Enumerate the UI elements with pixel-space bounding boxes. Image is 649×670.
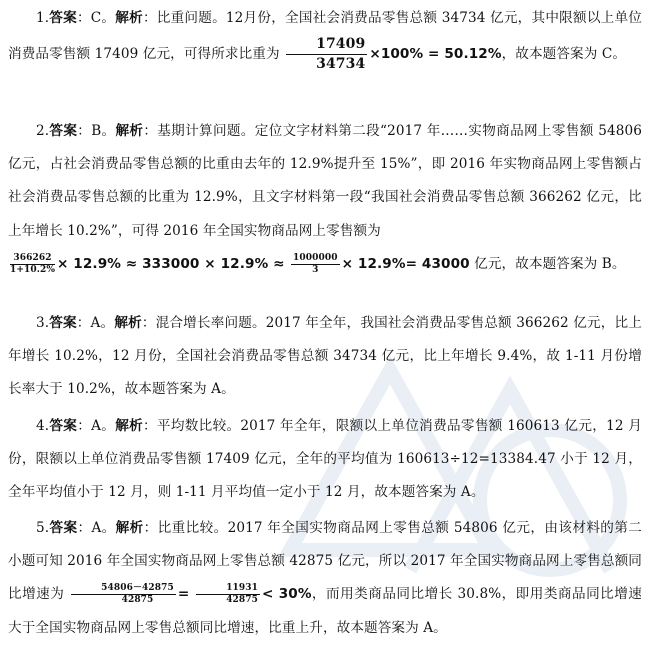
growth-fraction <box>71 583 176 606</box>
answer-paragraph <box>8 410 642 510</box>
ratio-fraction <box>286 35 367 74</box>
explanation-text: ：比重比较。2017 年全国实物商品网上零售总额 54806 亿元，由该材料的第二小题可知 2016 年全国实物商品网上零售总额 42875 亿元，所以 2017 年全国实物商品网上零售总额同比增速为 <box>8 520 642 603</box>
fraction-numerator: 1000000 <box>293 252 338 263</box>
item-number: 1. <box>36 10 50 26</box>
explanation-label: 解析 <box>115 418 144 434</box>
answer-item-4 <box>8 410 642 510</box>
explanation-label: 解析 <box>114 315 142 331</box>
math-expression: ×100% = 50.12% <box>369 46 502 63</box>
answer-item-5 <box>8 512 642 645</box>
math-expression: = <box>177 586 190 603</box>
approx-fraction <box>291 253 340 276</box>
explanation-text: ：比重问题。12月份，全国社会消费品零售总额 34734 亿元，其中限额以上单位消费品零售额 17409 亿元，可得所求比重为 <box>8 10 643 63</box>
explanation-text: ：基期计算问题。定位文字材料第二段“2017 年……实物商品网上零售额 54806 亿元，占社会消费品零售总额的比重由去年的 12.9%提升至 15%”，即 2016 年实物商品网上零售额占社会消费品零售总额的比重为 12.9%，且文字材料第一段“我国社会消费品零售总额 366262 亿元，比上年增长 10.2%”，可得 2016 年全国实物商品网上零售额为 <box>8 123 643 239</box>
fraction-numerator: 17409 <box>286 35 367 55</box>
answer-value: ：A。 <box>77 418 116 434</box>
answer-label: 答案 <box>49 10 77 26</box>
answer-value: ：A。 <box>77 520 116 536</box>
answer-paragraph <box>8 115 642 248</box>
answer-item-1 <box>8 2 642 74</box>
base-fraction <box>10 253 55 276</box>
formula-line <box>8 248 642 281</box>
fraction-denominator: 3 <box>312 264 319 275</box>
explanation-label: 解析 <box>115 10 143 26</box>
explanation-text: ：平均数比较。2017 年全年，限额以上单位消费品零售额 160613 亿元，12 月份，限额以上单位消费品零售额 17409 亿元，全年的平均值为 160613÷12=13384.47 小于 12 月，全年平均值小于 12 月，则 1-11 月平均值一定小于 12 月，故本题答案为 A。 <box>8 418 642 501</box>
answer-paragraph <box>8 307 642 407</box>
math-result: < 30% <box>262 586 312 603</box>
answer-value: ：C。 <box>76 10 116 26</box>
explanation-text-end: ，而用类商品同比增长 30.8%，即用类商品同比增速大于全国实物商品网上零售总额同比增速，比重上升，故本题答案为 A。 <box>8 586 643 636</box>
fraction-numerator: 11931 <box>196 583 260 595</box>
fraction-denominator: 42875 <box>121 595 154 606</box>
item-number: 2. <box>36 123 50 139</box>
fraction-numerator: 54806－42875 <box>71 583 176 595</box>
item-number: 4. <box>36 418 50 434</box>
explanation-text-end: ，故本题答案为 C。 <box>501 46 627 63</box>
answer-paragraph <box>8 512 642 645</box>
explanation-label: 解析 <box>115 520 144 536</box>
fraction-denominator: 1+10.2% <box>10 264 55 275</box>
answer-label: 答案 <box>49 418 78 434</box>
fraction-denominator: 34734 <box>316 56 366 73</box>
explanation-text-end: 亿元，故本题答案为 B。 <box>474 255 626 272</box>
math-result: × 12.9%= 43000 <box>341 255 470 272</box>
answer-label: 答案 <box>49 315 77 331</box>
item-number: 5. <box>36 520 50 536</box>
answer-item-3 <box>8 307 642 407</box>
item-number: 3. <box>36 315 50 331</box>
answer-label: 答案 <box>49 123 78 139</box>
result-fraction <box>196 583 260 606</box>
answer-item-2 <box>8 115 642 281</box>
answer-label: 答案 <box>49 520 78 536</box>
answer-paragraph <box>8 2 642 74</box>
explanation-label: 解析 <box>115 123 144 139</box>
fraction-denominator: 42875 <box>226 595 258 606</box>
answer-value: ：A。 <box>76 315 115 331</box>
fraction-numerator: 366262 <box>10 253 55 265</box>
math-expression: × 12.9% ≈ 333000 × 12.9% ≈ <box>56 255 285 272</box>
explanation-text: ：混合增长率问题。2017 年全年，我国社会消费品零售总额 366262 亿元，比上年增长 10.2%，12 月份，全国社会消费品零售总额 34734 亿元，比上年增长 9.4%，故 1-11 月份增长率大于 10.2%，故本题答案为 A。 <box>8 315 642 398</box>
answer-value: ：B。 <box>77 123 116 139</box>
